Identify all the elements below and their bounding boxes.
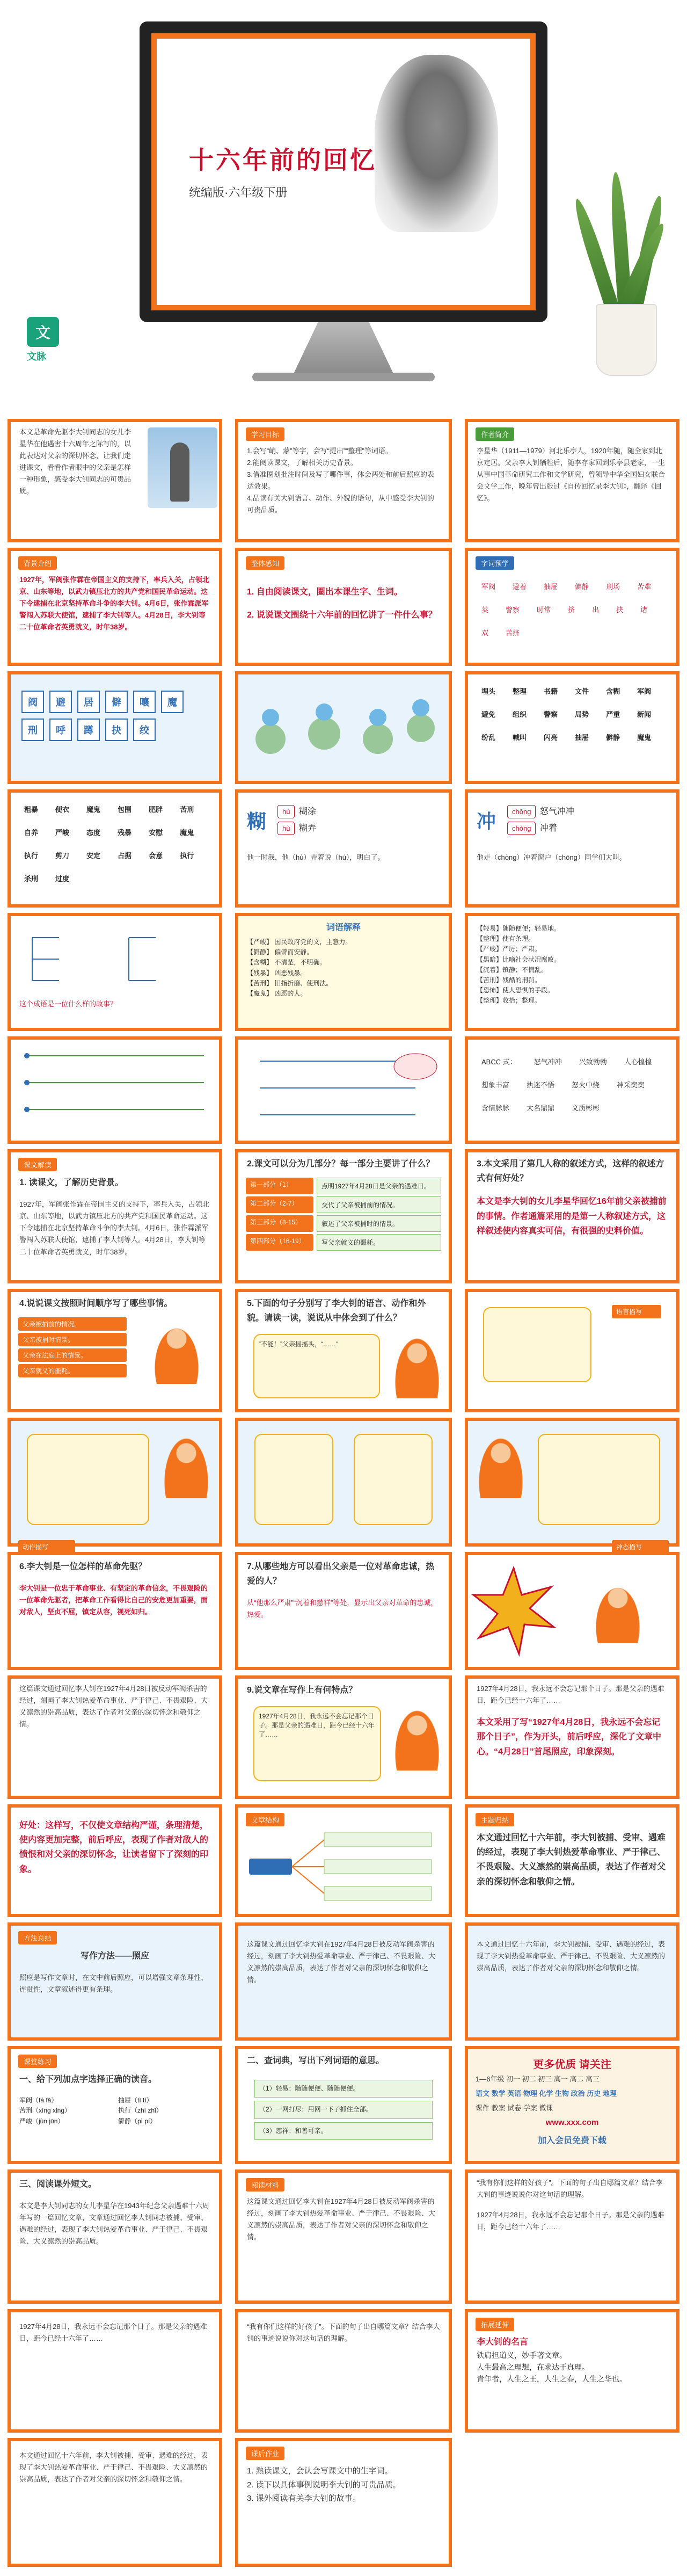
vocab-word: 剪刀 (55, 852, 70, 860)
homework-item: 1. 熟读课文，会认会写课文中的生字词。 (247, 2466, 393, 2476)
slide-method-3 (465, 1922, 679, 2041)
reading-text: 这篇课文通过回忆李大钊在1927年4月28日被反动军阀杀害的经过，刻画了李大钊热爱革命事业、严于律己、不畏艰险、大义凛然的崇高品质，表达了作者对父亲的深切怀念和敬仰之情。 (247, 2197, 436, 2241)
author-text: 李星华（1911—1979）河北乐亭人，1920年随，随全家到北京定居。父亲李大钊牺牲后，随李存家回到乐亭县老家，一生从事中国革命研究工作和文学研究，曾领导中华全国妇女联合会文学工作，晚年曾出版过《自传回忆录李大钊》，翻译《回忆》。 (477, 447, 666, 503)
polyphone-sentence: 他一时我，他（hù）弄着说（hú），明白了。 (247, 853, 385, 861)
slide-extend (465, 2169, 679, 2304)
vocab-word: 埋头 (481, 687, 496, 695)
vocab-word: 执行 (24, 852, 39, 860)
q2-answer: 交代了父亲被捕前的情况。 (317, 1196, 441, 1213)
abc-word: 大名鼎鼎 (527, 1104, 555, 1112)
portrait-image (375, 55, 498, 232)
abc-word: 神采奕奕 (617, 1081, 645, 1089)
slide-intro (8, 419, 222, 542)
slide-theme (465, 1804, 679, 1917)
q1-title: 1. 读课文，了解历史背景。 (19, 1178, 123, 1187)
slide-structure (235, 1804, 452, 1917)
extend-text-2: 1927年4月28日，我永远不会忘记那个日子。那是父亲的遇难日，距今已经十六年了…… (477, 2211, 664, 2231)
synonym-question: 这个成语是一位什么样的故事？ (19, 1000, 118, 1008)
learn-word: 时常 (537, 606, 551, 614)
char-tile: 蹲 (77, 719, 100, 741)
learn-word: 军阀 (481, 583, 496, 591)
points-list (468, 2331, 676, 2390)
structure-diagram (238, 1826, 449, 1912)
vocab-word: 肥胖 (149, 806, 163, 814)
meaning-item: 【整理】收拾；整理。 (477, 997, 542, 1005)
practice-1-list (11, 2091, 219, 2131)
practice-1-item: 僻静（pì pí） (118, 2117, 157, 2125)
char-tile: 阀 (21, 691, 44, 713)
abc-word: 人心惶惶 (624, 1058, 652, 1066)
reading-tag: 课文解读 (18, 1158, 57, 1171)
slide-appearance-2 (465, 1418, 679, 1551)
word-tree-diagram (238, 1040, 449, 1141)
phrase-panel (238, 916, 449, 1028)
slide-q6 (8, 1552, 222, 1670)
slide-action (8, 1418, 222, 1551)
q4-item: 父亲就义的噩耗。 (18, 1364, 127, 1377)
practice-1-item: 军阀（fá fā） (19, 2096, 58, 2105)
vocab-word: 魔鬼 (180, 829, 194, 837)
vocab-word: 局势 (575, 710, 589, 719)
method-text: 照应是写作文章时，在文中前后照应，可以增强文章条理性、连贯性，文章叙述得更有条理。 (19, 1973, 208, 1994)
slide-homework (235, 2438, 452, 2567)
q9-title: 9.说文章在写作上有何特点？ (247, 1686, 357, 1695)
child-illustration (162, 1434, 210, 1498)
method-tag: 方法总结 (18, 1931, 57, 1944)
learn-word: 抽屉 (544, 583, 558, 591)
slide-background (8, 548, 222, 666)
monitor-base (252, 373, 435, 381)
practice-3-title: 三、阅读课外短文。 (19, 2180, 97, 2189)
slide-word-preview (465, 548, 679, 666)
vocab-word: 包围 (118, 806, 132, 814)
phrase-item: 【苦刑】 旧指折磨、使刑法。 (247, 979, 333, 987)
title-slide (151, 33, 536, 310)
char-tile: 居 (77, 691, 100, 713)
slide-polyphone-hu (235, 789, 452, 908)
summary-bullets: 本文通过回忆十六年前，李大钊被捕、受审、遇难的经过，表现了李大钊热爱革命事业、严于律己、不畏艰险、大义凛然的崇高品质，表达了作者对父亲的深切怀念和敬仰之情。 (19, 2451, 208, 2484)
statue-image (148, 427, 217, 508)
slide-reading-material (235, 2169, 452, 2304)
pinyin-reading: chōng (507, 805, 536, 818)
slide-overall (235, 548, 452, 666)
q4-list (11, 1315, 134, 1388)
vocab-word: 过度 (55, 875, 70, 883)
q9-answer: 本文采用了写“1927年4月28日，我永远不会忘记那个日子”，作为开头，前后呼应，深化了文章中心。“4月28日”首尾照应，印象深刻。 (477, 1718, 662, 1757)
appearance-label: 神态描写 (612, 1540, 669, 1554)
q4-title: 4.说说课文按照时间顺序写了哪些事情。 (19, 1299, 173, 1308)
q4-item: 父亲在法庭上的情景。 (18, 1348, 127, 1362)
practice-2-item: （3）慈祥：和善可亲。 (254, 2122, 433, 2140)
meaning-item: 【整理】使有条理。 (477, 935, 535, 943)
appearance-bubble (538, 1434, 660, 1525)
meaning-item: 【严峻】严厉；严肃。 (477, 945, 542, 953)
hero-section (0, 0, 687, 413)
quote-bubble (483, 1307, 591, 1382)
slide-points (465, 2309, 679, 2433)
slide-starburst (465, 1552, 679, 1670)
meaning-item: 【黑暗】比喻社会状况腐败。 (477, 955, 561, 963)
family-illustration (150, 1319, 203, 1384)
points-tag: 拓展延伸 (476, 2318, 514, 2331)
author-tag: 作者简介 (476, 427, 514, 441)
q2-part: 第二部分（2-7） (246, 1196, 313, 1213)
slide-method-2 (235, 1922, 452, 2041)
vocab-list (468, 674, 676, 753)
practice-1-title: 一、给下列加点字选择正确的读音。 (19, 2075, 157, 2084)
boy-illustration (591, 1579, 645, 1643)
vocab-word: 安慰 (149, 829, 163, 837)
pinyin-reading: chòng (507, 822, 536, 835)
lesson-subtitle: 统编版·六年级下册 (189, 186, 288, 199)
homework-tag: 课后作业 (246, 2447, 284, 2460)
phrase-item: 【魔鬼】 凶恶的人。 (247, 989, 307, 997)
learn-word: 刑场 (606, 583, 620, 591)
vocab-word: 粗暴 (24, 806, 39, 814)
learn-word: 苦挤 (506, 629, 520, 637)
phrase-item: 【严峻】 国民政府党的文，主意力。 (247, 938, 352, 946)
appearance-bubble-2 (354, 1434, 433, 1525)
vocab-word: 苦刑 (180, 806, 194, 814)
reading-3-text: “我有你们这样的好孩子”。下面的句子出自哪篇文章？结合李大钊的事迹说说你对这句话的理解。 (247, 2323, 440, 2343)
structure-tag: 文章结构 (246, 1813, 284, 1826)
vocab-word: 严重 (606, 710, 620, 719)
slide-q3 (465, 1149, 679, 1283)
meaning-item: 【轻易】随随便便；轻易地。 (477, 925, 561, 932)
slide-author (465, 419, 679, 542)
abc-word: 怒气冲冲 (533, 1058, 562, 1066)
practice-1-item: 严峻（jùn jūn） (19, 2117, 64, 2125)
practice-2-list (238, 2072, 449, 2147)
q9-quote: 1927年4月28日，我永远不会忘记那个日子。那是父亲的遇难日，距今已经十六年了…… (477, 1685, 664, 1705)
phrase-title: 词语解释 (326, 923, 361, 932)
learn-tag: 字词预学 (476, 556, 514, 570)
study-goal: 3.借准圈划批注时间及写了哪件事，体会两处和前后照应的表达效果。 (247, 470, 434, 491)
abc-word: 想象丰富 (481, 1081, 510, 1089)
monitor-frame (140, 21, 547, 322)
q4-item: 父亲被捕时情景。 (18, 1333, 127, 1346)
char-tile: 呼 (49, 719, 72, 741)
slide-practice-3 (8, 2169, 222, 2304)
slide-abc-words (465, 1036, 679, 1144)
char-tile: 魔 (161, 691, 184, 713)
homework-item: 2. 读下以具体事例说明李大钊的可贵品质。 (247, 2480, 401, 2490)
ad-line: 1—6年级 初一 初二 初三 高一 高二 高三 (476, 2075, 600, 2083)
slide-word-tree-2 (235, 1036, 452, 1144)
slide-practice-2 (235, 2046, 452, 2164)
vocab-word: 喊叫 (513, 734, 527, 742)
q8-text: 这篇课文通过回忆李大钊在1927年4月28日被反动军阀杀害的经过，刻画了李大钊热爱革命事业、严于律己、不畏艰险、大义凛然的崇高品质，表达了作者对父亲的深切怀念和敬仰之情。 (19, 1685, 208, 1729)
q2-title: 2.课文可以分为几部分？每一部分主要讲了什么？ (247, 1159, 435, 1169)
starburst-graphic (468, 1565, 559, 1657)
learn-word: 出 (592, 606, 600, 614)
slide-practice-1 (8, 2046, 222, 2164)
slide-q8 (8, 1675, 222, 1799)
polyphone-sentence: 他走（chòng）冲着窗户（chōng）同学们大叫。 (477, 853, 626, 861)
phrase-item: 【含糊】 不清楚，不明确。 (247, 959, 326, 967)
q7-answer: 从“他那么严肃”“沉着和慈祥”等处，显示出父亲对革命的忠诚，热爱。 (247, 1599, 438, 1619)
ad-title: 更多优质 请关注 (533, 2059, 611, 2071)
q3-title: 3.本文采用了第几人称的叙述方式，这样的叙述方式有何好处？ (477, 1159, 664, 1184)
brand-logo (27, 317, 86, 376)
q2-answer: 写父亲就义的噩耗。 (317, 1234, 441, 1251)
slide-polyphone-chong (465, 789, 679, 908)
abc-word: 含情脉脉 (481, 1104, 510, 1112)
vocab-word: 占据 (118, 852, 132, 860)
vocab-word: 整理 (513, 687, 527, 695)
meaning-list (468, 916, 676, 1011)
char-tile: 僻 (105, 691, 128, 713)
vocab-word: 抽屉 (575, 734, 589, 742)
hint-label: 语言描写 (612, 1305, 661, 1318)
slide-q9-answer (465, 1675, 679, 1799)
phrase-item: 【残暴】 凶恶残暴。 (247, 969, 307, 977)
polyphone-char: 糊 (247, 810, 267, 832)
learn-word: 挤 (568, 606, 575, 614)
ad-line: 语文 数学 英语 物理 化学 生物 政治 历史 地理 (476, 2089, 617, 2098)
phrase-list (238, 933, 449, 1003)
vocab-word: 新闻 (637, 710, 652, 719)
vocab-word: 态度 (86, 829, 101, 837)
slide-synonym-map (8, 913, 222, 1031)
q3-answer: 本文是李大钊的女儿李星华回忆16年前父亲被捕前的事情。作者通篇采用的是第一人称叙述方式，这样叙述使内容真实可信，有很强的史料价值。 (477, 1197, 667, 1236)
tips-text: 好处：这样写，不仅使文章结构严谨，条理清楚，使内容更加完整，前后呼应，表现了作者对敌人的愤恨和对父亲的深切怀念，让读者留下了深刻的印象。 (19, 1821, 209, 1874)
vocab-word: 含糊 (606, 687, 620, 695)
slide-flower-illustration (235, 671, 452, 784)
q2-part: 第四部分（16-19） (246, 1234, 313, 1251)
vocab-word: 残暴 (118, 829, 132, 837)
reading-word: 冲着 (539, 824, 557, 833)
abc-word: ABCC 式： (481, 1058, 517, 1066)
slide-q2 (235, 1149, 452, 1283)
action-bubble (27, 1434, 149, 1525)
slide-appearance (235, 1418, 452, 1547)
study-goal: 1.会写“峭、蒙”等字，会写“提出”“整理”等词语。 (247, 447, 392, 455)
vocab-word: 僻静 (606, 734, 620, 742)
meaning-item: 【恐怖】使人恐惧的手段。 (477, 986, 554, 995)
practice-1-item: 执行（zhí zhǐ） (118, 2107, 163, 2115)
learn-word: 诸 (640, 606, 648, 614)
q2-part: 第一部分（1） (246, 1178, 313, 1194)
slide-q1 (8, 1149, 222, 1283)
learn-word: 抉 (616, 606, 624, 614)
slide-char-tiles (8, 671, 222, 784)
word-tree-diagram (11, 1040, 219, 1141)
q6-answer: 李大钊是一位忠于革命事业、有坚定的革命信念，不畏艰险的一位革命先驱者，把革命工作看得比自己的安危更加重要，面对敌人，坚贞不屈，镇定从容，视死如归。 (19, 1584, 208, 1616)
vocab-word: 便衣 (55, 806, 70, 814)
background-text: 1927年，军阀张作霖在帝国主义的支持下，率兵入关，占领北京、山东等地，以武力镇压北方的共产党和国民革命运动。这下令逮捕在北京坚持革命斗争的李大钊。4月6日，张作霖派军警闯入苏联大使馆，逮捕了李大钊等人。4月28日，李大钊等二十位革命者英勇就义，时年38岁。 (19, 576, 209, 632)
practice-2-item: （2）一网打尽：用网一下子抓住全部。 (254, 2101, 433, 2118)
slide-q7 (235, 1552, 452, 1670)
q5-title: 5.下面的句子分别写了李大钊的语言、动作和外貌。请读一读，说说从中体会到了什么？ (247, 1299, 426, 1323)
slide-tips (8, 1804, 222, 1917)
monitor-stand (293, 322, 394, 376)
method-title: 写作方法——照应 (80, 1951, 149, 1961)
background-tag: 背景介绍 (18, 556, 57, 570)
vocab-word: 会意 (149, 852, 163, 860)
polyphone-readings (506, 803, 574, 837)
q2-part: 第三部分（8-15） (246, 1215, 313, 1232)
slide-phrase-explain (235, 913, 452, 1031)
q6-title: 6.李大钊是一位怎样的革命先驱？ (19, 1562, 147, 1571)
char-tile: 避 (49, 691, 72, 713)
homework-item: 3. 课外阅读有关李大钊的故事。 (247, 2494, 361, 2503)
slide-q4 (8, 1289, 222, 1412)
learn-word: 僻静 (575, 583, 589, 591)
polyphone-readings (276, 803, 316, 837)
flower-illustration (238, 674, 449, 781)
vocab-word: 警察 (544, 710, 558, 719)
char-tile: 抉 (105, 719, 128, 741)
slide-q5-b (465, 1289, 679, 1412)
practice-2-title: 二、查词典，写出下列词语的意思。 (247, 2056, 385, 2065)
study-goals-tag: 学习目标 (246, 427, 284, 441)
reading-word: 怒气冲冲 (539, 807, 574, 816)
lesson-title: 十六年前的回忆 (189, 146, 377, 174)
slide-ad (465, 2046, 679, 2164)
plant-decoration (585, 172, 666, 376)
abc-word: 兴致勃勃 (579, 1058, 607, 1066)
reading-2-text: 1927年4月28日，我永远不会忘记那个日子。那是父亲的遇难日，距今已经十六年了…… (19, 2323, 207, 2343)
slide-reading-3 (235, 2309, 452, 2433)
intro-text: 本文是革命先驱李大钊同志的女儿李星华在他遇害十六周年之际写的，以此表达对父亲的深切怀念，让我们走进课文，看看作者眼中的父亲是怎样一种形象，感受李大钊同志的可贵品质。 (19, 428, 131, 496)
vocab-word: 执行 (180, 852, 194, 860)
char-tile-grid (11, 674, 219, 757)
study-goals-list (238, 441, 449, 521)
q4-item: 父亲被捕前的情况。 (18, 1317, 127, 1331)
overall-q1: 1. 自由阅读课文，圈出本课生字、生词。 (247, 587, 403, 597)
meaning-item: 【沉着】镇静；不慌乱。 (477, 966, 548, 974)
reading-word: 糊弄 (298, 824, 316, 833)
reader-illustration (393, 1334, 441, 1398)
slide-word-tree (8, 1036, 222, 1144)
vocab-word: 军阀 (637, 687, 652, 695)
abc-word: 执迷不悟 (527, 1081, 555, 1089)
action-label: 动作描写 (18, 1540, 75, 1554)
pinyin-reading: hù (277, 822, 295, 835)
meaning-item: 【苦刑】残酷的刑罚。 (477, 976, 542, 984)
practice-3-text: 本文是李大钊同志的女儿李星华在1943年纪念父亲遇难十六周年写的一篇回忆文章，文章通过回忆李大钊同志被捕、受审、遇难的经过，表现了李大钊热爱革命事业、严于律己、不畏艰险、大义凛然的崇高品质。 (19, 2202, 209, 2246)
vocab-word: 安定 (86, 852, 101, 860)
reading-tag: 阅读材料 (246, 2178, 284, 2192)
points-item: 青年者，人生之王，人生之春，人生之华也。 (477, 2375, 627, 2384)
learn-word-list (468, 570, 676, 649)
phrase-item: 【僻静】 偏僻而安静。 (247, 948, 313, 956)
overall-tag: 整体感知 (246, 556, 284, 570)
points-item: 人生最高之理想，在求达于真理。 (477, 2362, 589, 2371)
char-tile: 刑 (21, 719, 44, 741)
practice-tag: 课堂练习 (18, 2055, 57, 2068)
slide-meaning (465, 913, 679, 1031)
logo-text: 文脉 (27, 351, 46, 362)
slide-summary-bullets (8, 2438, 222, 2567)
abc-word: 文质彬彬 (572, 1104, 600, 1112)
polyphone-char: 冲 (477, 810, 496, 832)
abc-word: 怒火中烧 (572, 1081, 600, 1089)
q2-parts (238, 1178, 449, 1251)
points-item: 李大钊的名言 (477, 2338, 529, 2347)
vocab-word: 纷乱 (481, 734, 496, 742)
vocab-word: 魔鬼 (637, 734, 652, 742)
slide-q9 (235, 1675, 452, 1799)
pinyin-reading: hú (277, 805, 295, 818)
teacher-illustration (393, 1706, 441, 1770)
vocab-word: 魔鬼 (86, 806, 101, 814)
reading-word: 糊涂 (298, 807, 316, 816)
q1-text: 1927年，军阀张作霖在帝国主义的支持下，率兵入关，占领北京、山东等地，以武力镇压北方的共产党和国民革命运动。这下令逮捕在北京坚持革命斗争的李大钊。4月6日，张作霖派军警闯入苏联大使馆，逮捕了李大钊等人。4月28日，李大钊等二十位革命者英勇就义，时年38岁。 (19, 1200, 209, 1256)
char-tile: 嚷 (133, 691, 156, 713)
learn-word: 双 (481, 629, 489, 637)
abc-word-list (468, 1040, 676, 1124)
points-item: 铁肩担道义，妙手著文章。 (477, 2350, 567, 2360)
practice-1-item: 苦刑（xíng xǐng） (19, 2107, 71, 2115)
appearance-bubble (254, 1434, 333, 1525)
vocab-word: 闪亮 (544, 734, 558, 742)
logo-mark: 文 (27, 317, 59, 347)
practice-1-item: 抽屉（tì tí） (118, 2096, 153, 2105)
theme-tag: 主题归纳 (476, 1813, 514, 1826)
ad-url[interactable]: www.xxx.com (545, 2118, 599, 2127)
quote-bubble: “不能！”父亲摇摇头，“……” (253, 1334, 380, 1398)
q9-bubble: 1927年4月28日，我永远不会忘记那个日子。那是父亲的遇难日，距今已经十六年了…… (253, 1706, 381, 1781)
char-tile: 绞 (133, 719, 156, 741)
synonym-diagram (11, 916, 219, 997)
study-goal: 2.能阅读课文，了解相关历史背景。 (247, 459, 357, 467)
slide-vocab-list (465, 671, 679, 784)
extend-text: “我有你们这样的好孩子”。下面的句子出自哪篇文章？结合李大钊的事迹说说你对这句话的理解。 (477, 2179, 663, 2199)
vocab-word: 自养 (24, 829, 39, 837)
learn-word: 苦难 (637, 583, 652, 591)
ad-line: 课件 教案 试卷 学案 微课 (476, 2104, 553, 2112)
method-example: 这篇课文通过回忆李大钊在1927年4月28日被反动军阀杀害的经过，刻画了李大钊热爱革命事业、严于律己、不畏艰险、大义凛然的崇高品质，表达了作者对父亲的深切怀念和敬仰之情。 (247, 1940, 436, 1984)
vocab-word: 避免 (481, 710, 496, 719)
slide-method (8, 1922, 222, 2041)
q2-answer: 点明1927年4月28日是父亲的遇难日。 (317, 1178, 441, 1194)
learn-word: 避着 (513, 583, 527, 591)
vocab-word: 书籍 (544, 687, 558, 695)
vocab-word: 文件 (575, 687, 589, 695)
q7-title: 7.从哪些地方可以看出父亲是一位对革命忠诚，热爱的人？ (247, 1562, 435, 1586)
homework-list (238, 2460, 449, 2510)
girl-illustration (477, 1434, 525, 1498)
slide-reading-2 (8, 2309, 222, 2433)
ad-sub: 加入会员免费下载 (537, 2136, 606, 2145)
slide-q5 (235, 1289, 452, 1412)
learn-word: 警察 (506, 606, 520, 614)
vocab-word: 杀刑 (24, 875, 39, 883)
theme-text: 本文通过回忆十六年前，李大钊被捕、受审、遇难的经过，表现了李大钊热爱革命事业、严于律己、不畏艰险、大义凛然的崇高品质，表达了作者对父亲的深切怀念和敬仰之情。 (477, 1833, 666, 1886)
study-goal: 4.品读有关大钊语言、动作、外貌的语句，从中感受李大钊的可贵品质。 (247, 494, 434, 514)
vocab-list-2 (11, 793, 219, 895)
slide-vocab-list-2 (8, 789, 222, 908)
q2-answer: 叙述了父亲被捕时的情景。 (317, 1215, 441, 1232)
overall-q2: 2. 说说课文围绕十六年前的回忆讲了一件什么事？ (247, 611, 437, 620)
slide-study-goals (235, 419, 452, 542)
practice-2-item: （1）轻易：随随便便、随随便便。 (254, 2080, 433, 2098)
method-example-2: 本文通过回忆十六年前，李大钊被捕、受审、遇难的经过，表现了李大钊热爱革命事业、严于律己、不畏艰险、大义凛然的崇高品质，表达了作者对父亲的深切怀念和敬仰之情。 (477, 1940, 666, 1972)
vocab-word: 组织 (513, 710, 527, 719)
learn-word: 荚 (481, 606, 489, 614)
vocab-word: 严峻 (55, 829, 70, 837)
